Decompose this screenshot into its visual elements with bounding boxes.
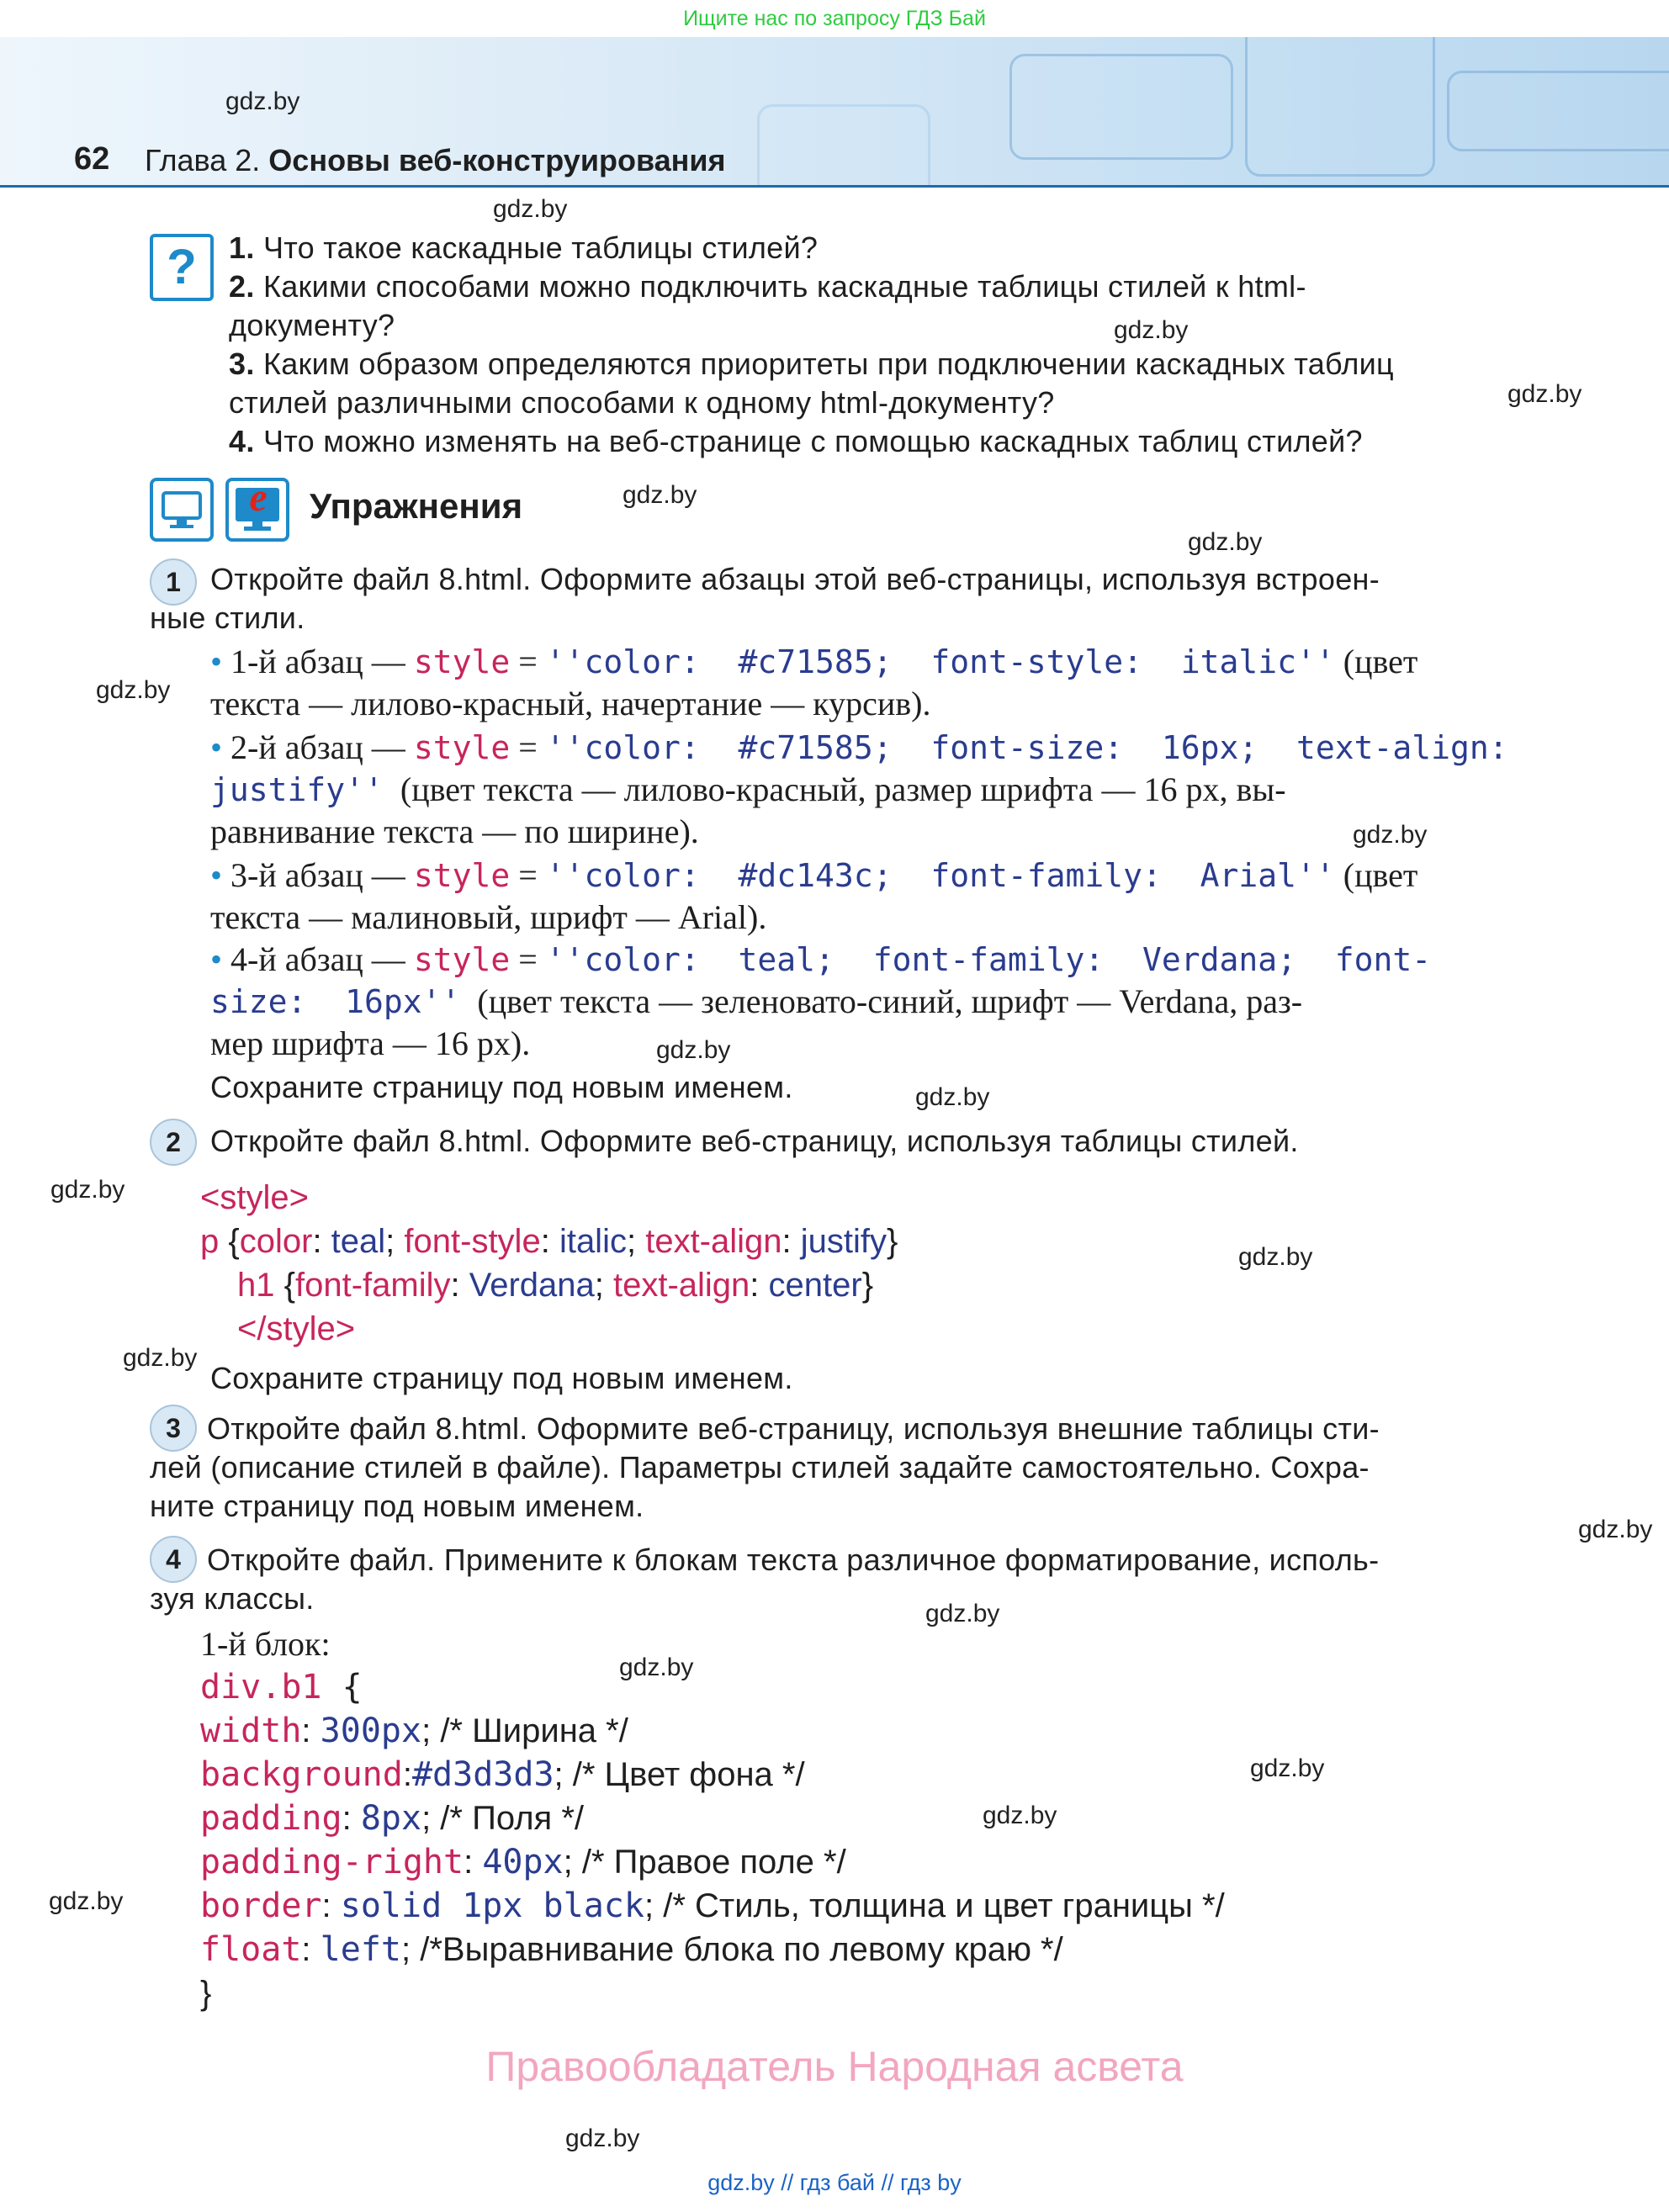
code-p-rule: p {color: teal; font-style: italic; text-align: justify} bbox=[200, 1223, 898, 1260]
question-4: 4. Что можно изменять на веб-странице с помощью каскадных таблиц стилей? bbox=[229, 424, 1363, 458]
code-style-open: <style> bbox=[200, 1179, 309, 1216]
chapter-heading bbox=[145, 143, 726, 178]
code-line: background:#d3d3d3; /* Цвет фона */ bbox=[200, 1755, 805, 1794]
watermark: gdz.by bbox=[1507, 380, 1582, 408]
exercise-1-bullet-3: • 3-й абзац — style = ''color: #dc143c; font-family: Arial'' (цвет bbox=[210, 856, 1418, 894]
exercise-1-save: Сохраните страницу под новым именем. bbox=[210, 1070, 793, 1104]
exercise-1-bullet-2-continued: justify'' (цвет текста — лилово-красный, размер шрифта — 16 px, вы- bbox=[210, 770, 1286, 808]
exercise-2-badge: 2 bbox=[150, 1119, 197, 1166]
rights-holder: Правообладатель Народная асвета bbox=[485, 2043, 1184, 2090]
watermark: gdz.by bbox=[50, 1176, 125, 1204]
watermark: gdz.by bbox=[565, 2125, 640, 2152]
code-line: padding-right: 40px; /* Правое поле */ bbox=[200, 1843, 846, 1881]
page-number: 62 bbox=[74, 141, 110, 177]
watermark: gdz.by bbox=[656, 1036, 731, 1064]
exercise-1-badge: 1 bbox=[150, 558, 197, 606]
watermark: gdz.by bbox=[983, 1802, 1057, 1829]
circuit-decoration bbox=[757, 104, 930, 187]
code-line: padding: 8px; /* Поля */ bbox=[200, 1799, 584, 1838]
monitor-icon bbox=[153, 481, 210, 538]
chapter-label: Глава 2. bbox=[145, 143, 261, 177]
watermark: gdz.by bbox=[925, 1600, 1000, 1627]
question-3: 3. Каким образом определяются приоритеты при подключении каскадных таблиц bbox=[229, 347, 1394, 381]
exercise-1-intro-continued: ные стили. bbox=[150, 601, 305, 635]
circuit-decoration bbox=[1009, 54, 1233, 160]
watermark: gdz.by bbox=[96, 676, 171, 704]
watermark: gdz.by bbox=[1353, 821, 1428, 849]
exercise-2-save: Сохраните страницу под новым именем. bbox=[210, 1361, 793, 1395]
watermark: gdz.by bbox=[915, 1083, 990, 1111]
code-close-brace: } bbox=[200, 1975, 212, 2012]
exercise-3-line-3: ните страницу под новым именем. bbox=[150, 1489, 644, 1523]
exercise-1-bullet-3-continued: текста — малиновый, шрифт — Arial). bbox=[210, 898, 767, 936]
code-h1-rule: h1 {font-family: Verdana; text-align: center} bbox=[237, 1267, 874, 1304]
exercise-1-bullet-1-continued: текста — лилово-красный, начертание — курсив). bbox=[210, 685, 931, 722]
chapter-title: Основы веб-конструирования bbox=[268, 143, 726, 177]
question-1: 1. Что такое каскадные таблицы стилей? bbox=[229, 230, 819, 265]
e-learning-icon bbox=[225, 475, 289, 542]
watermark: gdz.by bbox=[1250, 1754, 1325, 1782]
question-3-continued: стилей различными способами к одному html-документу? bbox=[229, 385, 1055, 420]
watermark: gdz.by bbox=[123, 1344, 198, 1372]
watermark: gdz.by bbox=[225, 87, 300, 115]
exercise-3-badge: 3 bbox=[150, 1405, 197, 1452]
exercise-3-line-2: лей (описание стилей в файле). Параметры стилей задайте самостоятельно. Сохра- bbox=[150, 1450, 1370, 1484]
exercise-4-line-1: Откройте файл. Примените к блокам текста различное форматирование, исполь- bbox=[207, 1543, 1380, 1577]
exercise-1-bullet-4-continued: size: 16px'' (цвет текста — зеленовато-синий, шрифт — Verdana, раз- bbox=[210, 982, 1303, 1020]
question-mark-icon: ? bbox=[150, 234, 214, 301]
exercise-4-badge: 4 bbox=[150, 1536, 197, 1583]
exercise-2-intro: Откройте файл 8.html. Оформите веб-страницу, используя таблицы стилей. bbox=[210, 1124, 1299, 1158]
exercise-1-intro: Откройте файл 8.html. Оформите абзацы этой веб-страницы, используя встроен- bbox=[210, 562, 1380, 596]
circuit-decoration bbox=[1447, 71, 1669, 151]
top-banner: Ищите нас по запросу ГДЗ Бай bbox=[683, 7, 986, 30]
footer-links[interactable]: gdz.by // гдз бай // гдз by bbox=[707, 2170, 962, 2195]
watermark: gdz.by bbox=[493, 195, 568, 223]
exercise-1-bullet-1: • 1-й абзац — style = ''color: #c71585; font-style: italic'' (цвет bbox=[210, 643, 1418, 680]
e-letter: e bbox=[249, 475, 268, 520]
question-2-continued: документу? bbox=[229, 308, 395, 342]
exercise-3-line-1: Откройте файл 8.html. Оформите веб-страницу, используя внешние таблицы сти- bbox=[207, 1411, 1380, 1446]
code-selector: div.b1 { bbox=[200, 1668, 363, 1707]
exercise-1-bullet-2: • 2-й абзац — style = ''color: #c71585; font-size: 16px; text-align: bbox=[210, 728, 1508, 766]
question-2: 2. Какими способами можно подключить каскадные таблицы стилей к html- bbox=[229, 269, 1306, 304]
watermark: gdz.by bbox=[623, 481, 697, 509]
exercise-1-bullet-2-end: равнивание текста — по ширине). bbox=[210, 812, 699, 850]
watermark: gdz.by bbox=[619, 1654, 694, 1681]
circuit-decoration bbox=[1245, 37, 1435, 177]
watermark: gdz.by bbox=[1578, 1516, 1653, 1543]
code-line: width: 300px; /* Ширина */ bbox=[200, 1712, 628, 1750]
watermark: gdz.by bbox=[1238, 1243, 1313, 1271]
code-line: border: solid 1px black; /* Стиль, толщина и цвет границы */ bbox=[200, 1887, 1225, 1925]
header-rule bbox=[0, 185, 1669, 188]
exercise-1-bullet-4: • 4-й абзац — style = ''color: teal; font-family: Verdana; font- bbox=[210, 940, 1432, 978]
block-label: 1-й блок: bbox=[200, 1625, 331, 1663]
exercises-title: Упражнения bbox=[310, 486, 523, 526]
watermark: gdz.by bbox=[1188, 528, 1263, 556]
code-line: float: left; /*Выравнивание блока по левому краю */ bbox=[200, 1930, 1063, 1969]
exercise-4-line-2: зуя классы. bbox=[150, 1581, 315, 1616]
exercise-1-bullet-4-end: мер шрифта — 16 px). bbox=[210, 1024, 531, 1062]
watermark: gdz.by bbox=[1114, 316, 1189, 344]
watermark: gdz.by bbox=[49, 1887, 124, 1915]
computer-icon bbox=[150, 478, 214, 542]
code-style-close: </style> bbox=[237, 1310, 356, 1347]
